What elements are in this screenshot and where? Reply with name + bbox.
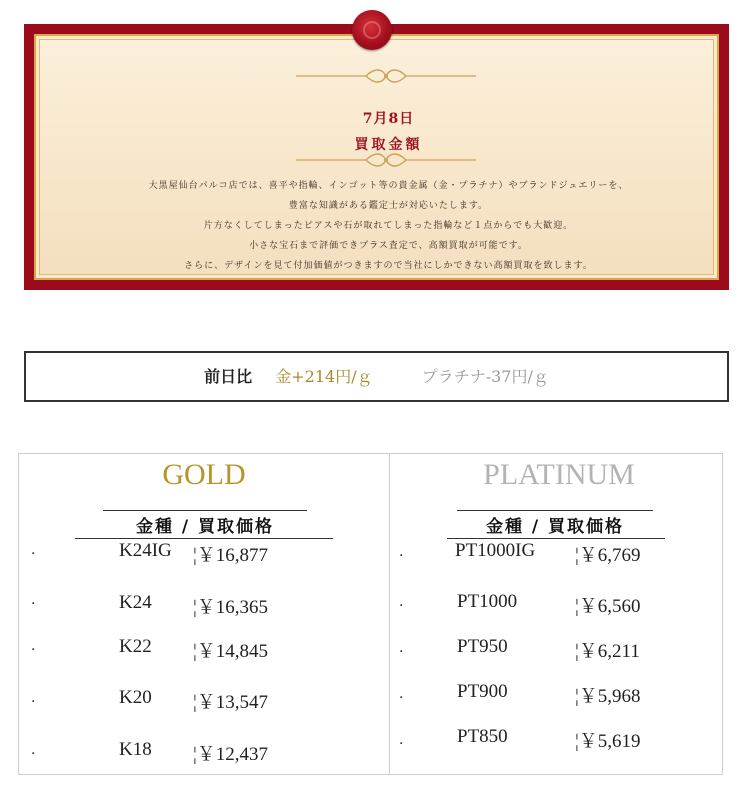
notice-date: 7月8日 bbox=[362, 111, 415, 127]
notice-panel bbox=[34, 34, 719, 280]
platinum-row-pt900-name: PT900 bbox=[457, 681, 508, 702]
gold-header-rule-top bbox=[103, 510, 307, 511]
platinum-row-pt850-price: ¦￥5,619 bbox=[575, 731, 641, 752]
platinum-row-pt950-name: PT950 bbox=[457, 636, 508, 657]
gold-row-bullet: . bbox=[31, 592, 36, 608]
gold-header-rule-bottom bbox=[75, 538, 333, 539]
platinum-row-pt850-name: PT850 bbox=[457, 726, 508, 747]
platinum-row-pt1000-name: PT1000 bbox=[457, 591, 518, 612]
notice-message-line-3: 片方なくしてしまったピアスや石が取れてしまった指輪など１点からでも大歓迎。 bbox=[203, 221, 574, 231]
gold-column-header: 金種 / 買取価格 bbox=[135, 517, 275, 537]
notice-title: 買取金額 bbox=[354, 137, 423, 153]
gold-row-k20-price: ¦￥13,547 bbox=[193, 692, 269, 713]
wax-seal-icon bbox=[352, 10, 392, 50]
platinum-row-bullet: . bbox=[399, 594, 404, 610]
platinum-row-pt900-price: ¦￥5,968 bbox=[575, 686, 641, 707]
gold-row-k24-price: ¦￥16,365 bbox=[193, 597, 269, 618]
gold-row-bullet: . bbox=[31, 638, 36, 654]
platinum-row-pt1000ig-price: ¦￥6,769 bbox=[575, 545, 641, 566]
platinum-header-rule-top bbox=[457, 510, 653, 511]
gold-row-bullet: . bbox=[31, 542, 36, 558]
notice-message-line-5: さらに、デザインを見て付加価値がつきますので当社にしかできない高額買取を致します。 bbox=[184, 261, 593, 271]
platinum-row-bullet: . bbox=[399, 686, 404, 702]
platinum-row-pt950-price: ¦￥6,211 bbox=[575, 641, 640, 662]
gold-price-change: 金+214円/ｇ bbox=[275, 367, 373, 386]
notice-message-line-2: 豊富な知識がある鑑定士が対応いたします。 bbox=[288, 201, 489, 211]
notice-message-line-4: 小さな宝石まで評価できプラス査定で、高額買取が可能です。 bbox=[249, 241, 528, 251]
gold-row-k18-name: K18 bbox=[119, 739, 152, 760]
platinum-row-bullet: . bbox=[399, 732, 404, 748]
price-change-banner bbox=[24, 351, 729, 402]
platinum-price-change: プラチナ-37円/ｇ bbox=[421, 367, 549, 386]
bottom-flourish-ornament bbox=[286, 152, 486, 168]
gold-row-k24-name: K24 bbox=[119, 592, 152, 613]
gold-row-k24ig-name: K24IG bbox=[119, 540, 172, 561]
platinum-row-bullet: . bbox=[399, 640, 404, 656]
gold-row-k22-price: ¦￥14,845 bbox=[193, 641, 269, 662]
gold-column-title: GOLD bbox=[162, 458, 246, 491]
notice-message-line-1: 大黒屋仙台パルコ店では、喜平や指輪、インゴット等の貴金属（金・プラチナ）やブランドジュエリーを、 bbox=[148, 181, 629, 191]
gold-row-k20-name: K20 bbox=[119, 687, 152, 708]
gold-row-k22-name: K22 bbox=[119, 636, 152, 657]
price-change-label: 前日比 bbox=[204, 367, 253, 386]
platinum-column-header: 金種 / 買取価格 bbox=[485, 517, 625, 537]
notice-card bbox=[24, 24, 729, 290]
platinum-row-pt1000-price: ¦￥6,560 bbox=[575, 596, 641, 617]
platinum-row-pt1000ig-name: PT1000IG bbox=[455, 540, 536, 561]
platinum-row-bullet: . bbox=[399, 544, 404, 560]
gold-row-k18-price: ¦￥12,437 bbox=[193, 744, 269, 765]
column-divider bbox=[389, 454, 390, 774]
gold-row-bullet: . bbox=[31, 690, 36, 706]
gold-row-bullet: . bbox=[31, 742, 36, 758]
platinum-header-rule-bottom bbox=[447, 538, 665, 539]
platinum-column-title: PLATINUM bbox=[483, 458, 635, 491]
top-flourish-ornament bbox=[286, 68, 486, 84]
gold-row-k24ig-price: ¦￥16,877 bbox=[193, 545, 269, 566]
price-table bbox=[18, 453, 723, 775]
